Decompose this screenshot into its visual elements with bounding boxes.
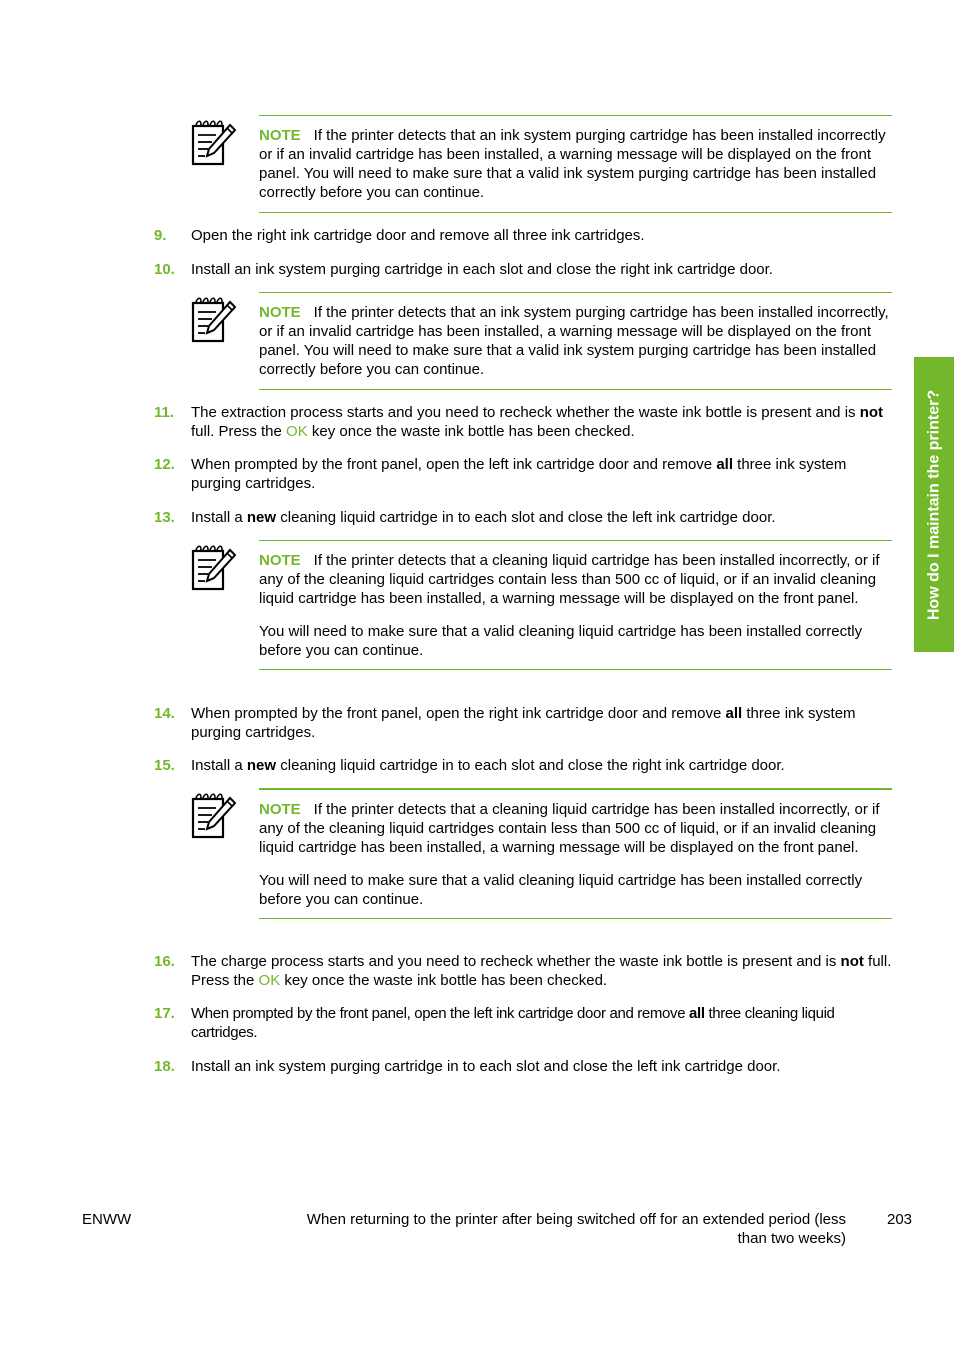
step-text: cleaning liquid cartridge in to each slot and close the left ink cartridge door.	[276, 509, 776, 526]
note-icon	[190, 296, 238, 344]
step-number: 15.	[154, 757, 175, 774]
note-label: NOTE	[259, 304, 301, 321]
step-number: 12.	[154, 456, 175, 473]
note-text: If the printer detects that an ink system purging cartridge has been installed incorrectly, or if an invalid cartridge has been installed, a warning message will be displayed on the front panel. You will need to make sure that a valid ink system purging cartridge has been installed correctly before you can continue.	[259, 304, 889, 378]
step-9	[154, 226, 894, 245]
note-icon	[190, 119, 238, 167]
step-number: 9.	[154, 227, 167, 244]
step-13	[154, 508, 894, 527]
note-box-4	[259, 788, 892, 919]
step-text: key once the waste ink bottle has been checked.	[307, 423, 635, 440]
note-label: NOTE	[259, 801, 301, 818]
step-text: key once the waste ink bottle has been checked.	[280, 972, 608, 989]
step-14	[154, 704, 894, 742]
footer-section-title	[250, 1210, 846, 1248]
step-text: The extraction process starts and you need to recheck whether the waste ink bottle is present and is	[191, 404, 860, 421]
step-text: When prompted by the front panel, open the left ink cartridge door and remove	[191, 1005, 690, 1022]
step-10	[154, 260, 894, 279]
step-16	[154, 952, 894, 990]
emphasis: new	[246, 757, 277, 774]
ok-key: OK	[286, 423, 308, 440]
page-number: 203	[887, 1211, 913, 1228]
step-text: Install a	[191, 757, 247, 774]
emphasis: not	[859, 404, 884, 421]
note-text: If the printer detects that a cleaning liquid cartridge has been installed incorrectly, or if any of the cleaning liquid cartridges contain less than 500 cc of liquid, or if an invalid cleaning liquid cartridge has been installed, a warning message will be displayed on the front panel.	[259, 552, 880, 607]
emphasis: all	[716, 456, 733, 473]
emphasis: not	[840, 953, 864, 970]
step-18	[154, 1057, 894, 1076]
ok-key: OK	[258, 972, 281, 989]
step-text: Open the right ink cartridge door and remove all three ink cartridges.	[191, 227, 645, 244]
step-17	[154, 1004, 894, 1042]
step-number: 16.	[154, 953, 175, 970]
step-text: three cleaning liquid cartridges.	[191, 1005, 835, 1041]
note-text-2: You will need to make sure that a valid cleaning liquid cartridge has been installed correctly before you can continue.	[259, 872, 863, 908]
emphasis: all	[725, 705, 743, 722]
step-number: 13.	[154, 509, 175, 526]
step-number: 18.	[154, 1058, 175, 1075]
note-label: NOTE	[259, 127, 301, 144]
step-text: Install an ink system purging cartridge in each slot and close the right ink cartridge door.	[191, 261, 773, 278]
step-text: three ink system purging cartridges.	[191, 705, 856, 741]
note-box-3	[259, 540, 892, 670]
step-number: 17.	[154, 1005, 175, 1022]
footer-title-line: than two weeks)	[737, 1230, 846, 1247]
footer-title-line: When returning to the printer after being switched off for an extended period (less	[306, 1211, 846, 1228]
note-text-2: You will need to make sure that a valid cleaning liquid cartridge has been installed correctly before you can continue.	[259, 623, 863, 659]
step-11	[154, 403, 894, 441]
step-text: full. Press the	[191, 423, 287, 440]
step-text: Install a	[191, 509, 247, 526]
footer-left: ENWW	[82, 1211, 132, 1228]
emphasis: new	[246, 509, 277, 526]
step-text: cleaning liquid cartridge in to each slot and close the right ink cartridge door.	[276, 757, 785, 774]
step-number: 14.	[154, 705, 175, 722]
step-text: Install an ink system purging cartridge in to each slot and close the left ink cartridge door.	[191, 1058, 781, 1075]
chapter-side-tab	[914, 357, 954, 652]
emphasis: all	[689, 1005, 705, 1022]
note-icon	[190, 544, 238, 592]
note-text: If the printer detects that an ink system purging cartridge has been installed incorrectly or if an invalid cartridge has been installed, a warning message will be displayed on the front panel. You will need to make sure that a valid ink system purging cartridge has been installed correctly before you can continue.	[259, 127, 886, 201]
note-icon	[190, 792, 238, 840]
step-number: 11.	[154, 404, 175, 421]
step-text: full. Press the	[191, 953, 892, 989]
note-box-2	[259, 292, 892, 390]
step-number: 10.	[154, 261, 175, 278]
step-text: three ink system purging cartridges.	[191, 456, 847, 492]
step-12	[154, 455, 894, 493]
step-15	[154, 756, 894, 775]
step-text: The charge process starts and you need to recheck whether the waste ink bottle is present and is	[191, 953, 841, 970]
note-text: If the printer detects that a cleaning liquid cartridge has been installed incorrectly, or if any of the cleaning liquid cartridges contain less than 500 cc of liquid, or if an invalid cleaning liquid cartridge has been installed, a warning message will be displayed on the front panel.	[259, 801, 880, 856]
step-text: When prompted by the front panel, open the right ink cartridge door and remove	[191, 705, 726, 722]
step-text: When prompted by the front panel, open the left ink cartridge door and remove	[191, 456, 717, 473]
note-box-1	[259, 115, 892, 213]
chapter-title: How do I maintain the printer?	[925, 389, 943, 620]
note-label: NOTE	[259, 552, 301, 569]
